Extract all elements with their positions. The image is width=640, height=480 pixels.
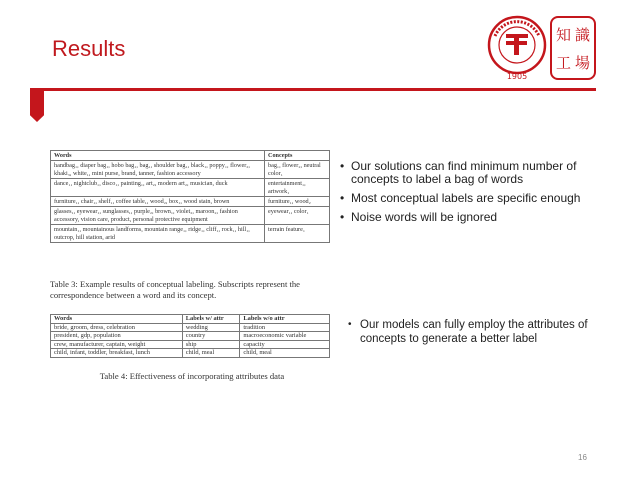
- column-header-labels-without-attr: Labels w/o attr: [240, 315, 330, 324]
- concepts-cell: bag₁, flower₂, neutral color₁: [265, 161, 330, 179]
- label-without-attr-cell: capacity: [240, 340, 330, 349]
- bullet-item: • Noise words will be ignored: [338, 211, 608, 224]
- words-cell: bride, groom, dress, celebration: [51, 323, 183, 332]
- page-number: 16: [578, 453, 587, 462]
- label-with-attr-cell: child, meal: [182, 349, 240, 358]
- motto-char: 知: [555, 25, 571, 44]
- attributes-bullet-list: [348, 318, 608, 346]
- table-row: [51, 323, 330, 332]
- column-header-labels-with-attr: Labels w/ attr: [182, 315, 240, 324]
- label-with-attr-cell: wedding: [182, 323, 240, 332]
- bullet-item: • Our solutions can find minimum number of concepts to label a bag of words: [338, 160, 608, 186]
- table-row: [51, 197, 330, 207]
- motto-char: 場: [574, 53, 590, 72]
- bullet-item: • Most conceptual labels are specific enough: [338, 192, 608, 205]
- table-row: [51, 332, 330, 341]
- concepts-cell: eyewear₁, color₁: [265, 207, 330, 225]
- concepts-cell: terrain feature₁: [265, 225, 330, 243]
- bullet-item: • Our models can fully employ the attributes of concepts to generate a better label: [348, 318, 608, 346]
- slide-title: Results: [52, 36, 126, 61]
- label-with-attr-cell: ship: [182, 340, 240, 349]
- table-row: [51, 225, 330, 243]
- concept-labeling-table: [50, 150, 330, 243]
- words-cell: handbag₁, diaper bag₁, hobo bag₁, bag₁, shoulder bag₁, black₁, poppy₁, flower₂, khaki₃, white₁, mini purse, brand, tanner, fashion accessory: [51, 161, 265, 179]
- table3-caption: Table 3: Example results of conceptual labeling. Subscripts represent the correspondence between a word and its concept.: [50, 279, 300, 300]
- header-tab-accent: [30, 88, 44, 122]
- motto-char: 識: [574, 25, 590, 44]
- findings-bullet-list: [338, 160, 608, 230]
- column-header-concepts: Concepts: [265, 151, 330, 161]
- table-header-row: [51, 151, 330, 161]
- motto-char: 工: [555, 53, 571, 72]
- words-cell: furniture₁, chair₁, shelf₁, coffee table₁, wood₂, box₁, wood stain, brown: [51, 197, 265, 207]
- column-header-words: Words: [51, 315, 183, 324]
- motto-logo: [550, 16, 596, 80]
- table-row: [51, 207, 330, 225]
- label-without-attr-cell: macroeconomic variable: [240, 332, 330, 341]
- words-cell: mountain₁, mountainous landforms, mountain range₁, ridge₁, cliff₁, rock₁, hill₁, outcrop, hill station, arid: [51, 225, 265, 243]
- table-row: [51, 349, 330, 358]
- table-header-row: [51, 315, 330, 324]
- university-seal-logo: [486, 12, 548, 82]
- concepts-cell: entertainment₁, artwork₁: [265, 179, 330, 197]
- words-cell: crew, manufacturer, captain, weight: [51, 340, 183, 349]
- table-row: [51, 161, 330, 179]
- words-cell: child, infant, toddler, breakfast, lunch: [51, 349, 183, 358]
- header-divider: [30, 88, 596, 91]
- svg-text:1905: 1905: [506, 72, 528, 81]
- words-cell: dance₁, nightclub₁, disco₁, painting₁, art₂, modern art₂, musician, duck: [51, 179, 265, 197]
- words-cell: president, gdp, population: [51, 332, 183, 341]
- table-row: [51, 179, 330, 197]
- table4-caption: Table 4: Effectiveness of incorporating attributes data: [99, 371, 285, 381]
- attributes-table: [50, 314, 330, 358]
- concepts-cell: furniture₁, wood₂: [265, 197, 330, 207]
- label-without-attr-cell: tradition: [240, 323, 330, 332]
- label-without-attr-cell: child, meal: [240, 349, 330, 358]
- table-row: [51, 340, 330, 349]
- column-header-words: Words: [51, 151, 265, 161]
- words-cell: glasses₁, eyewear₁, sunglasses₁, purple₂, brown₁, violet₂, maroon₂, fashion accessory, vision care, product, personal protective equipment: [51, 207, 265, 225]
- label-with-attr-cell: country: [182, 332, 240, 341]
